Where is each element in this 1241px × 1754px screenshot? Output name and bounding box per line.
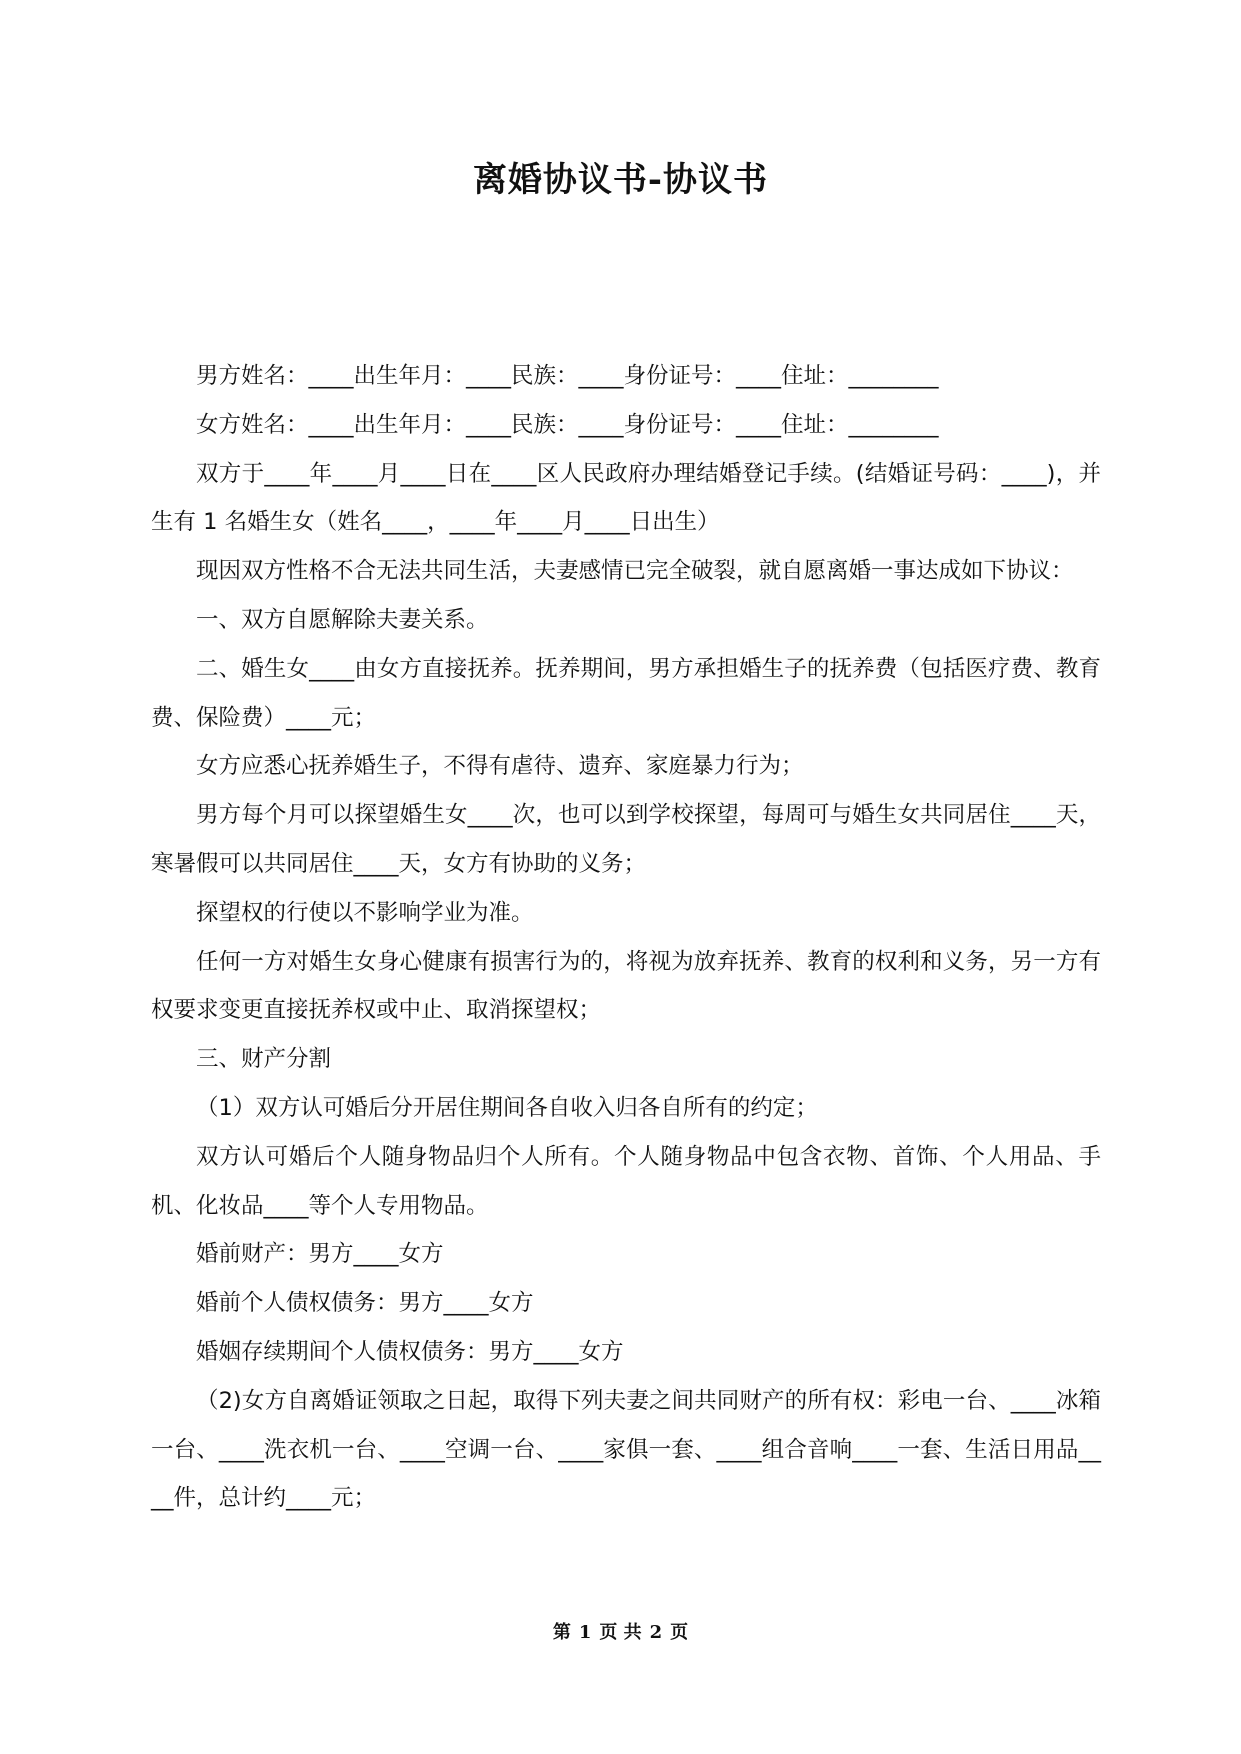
footer-middle: 页 共 (599, 1622, 642, 1643)
paragraph-clause-2: 二、婚生女____由女方直接抚养。抚养期间，男方承担婚生子的抚养费（包括医疗费、教育费、保险费）____元； (151, 655, 1101, 731)
paragraph-reason: 现因双方性格不合无法共同生活，夫妻感情已完全破裂，就自愿离婚一事达成如下协议： (196, 558, 1074, 585)
paragraph-harm-clause: 任何一方对婚生女身心健康有损害行为的，将视为放弃抚养、教育的权利和义务，另一方有权要求变更直接抚养权或中止、取消探望权； (151, 948, 1101, 1024)
paragraph-visitation: 男方每个月可以探望婚生女____次，也可以到学校探望，每周可与婚生女共同居住____天，寒暑假可以共同居住____天，女方有协助的义务； (151, 802, 1101, 877)
paragraph-care-duty: 女方应悉心抚养婚生子，不得有虐待、遗弃、家庭暴力行为； (196, 753, 804, 780)
paragraph-marriage-registration: 双方于____年____月____日在____区人民政府办理结婚登记手续。(结婚证号码：____)，并生有 1 名婚生女（姓名____，____年____月____日出生） (151, 460, 1101, 536)
footer-current-page: 1 (578, 1622, 592, 1643)
paragraph-premarital-property: 婚前财产：男方____女方 (196, 1241, 444, 1268)
paragraph-marital-debts: 婚姻存续期间个人债权债务：男方____女方 (196, 1338, 624, 1365)
page-number-footer (0, 1621, 1241, 1645)
document-body (151, 352, 1101, 1523)
paragraph-property-1: （1）双方认可婚后分开居住期间各自收入归各自所有的约定； (196, 1094, 818, 1121)
paragraph-premarital-debts: 婚前个人债权债务：男方____女方 (196, 1290, 534, 1317)
footer-prefix: 第 (552, 1622, 571, 1643)
document-title: 离婚协议书-协议书 (472, 160, 769, 200)
paragraph-property-2: （2)女方自离婚证领取之日起，取得下列夫妻之间共同财产的所有权：彩电一台、____冰箱一台、____洗衣机一台、____空调一台、____家俱一套、____组合音响____一套、生活日用品____件，总计约____元； (151, 1387, 1101, 1512)
paragraph-visitation-limit: 探望权的行使以不影响学业为准。 (196, 899, 534, 926)
footer-suffix: 页 (670, 1622, 689, 1643)
footer-total-pages: 2 (649, 1622, 663, 1643)
paragraph-male-info: 男方姓名：____出生年月：____民族：____身份证号：____住址：________ (196, 363, 939, 389)
paragraph-personal-items: 双方认可婚后个人随身物品归个人所有。个人随身物品中包含衣物、首饰、个人用品、手机、化妆品____等个人专用物品。 (151, 1143, 1101, 1219)
paragraph-clause-1: 一、双方自愿解除夫妻关系。 (196, 606, 489, 633)
paragraph-female-info: 女方姓名：____出生年月：____民族：____身份证号：____住址：________ (196, 411, 939, 438)
paragraph-clause-3-heading: 三、财产分割 (196, 1046, 332, 1073)
